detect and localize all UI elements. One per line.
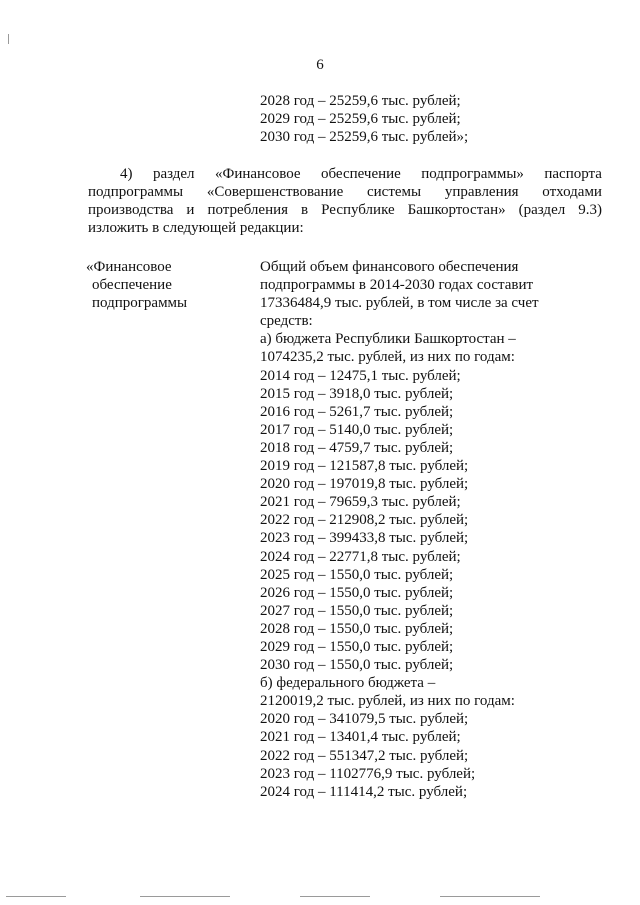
year-amount-line: 2030 год – 1550,0 тыс. рублей; (260, 657, 454, 674)
funding-line: 2030 год – 25259,6 тыс. рублей»; (260, 129, 469, 145)
year-amount-line: 2014 год – 12475,1 тыс. рублей; (260, 367, 461, 384)
year-amount-line: 2022 год – 212908,2 тыс. рублей; (260, 512, 469, 529)
paragraph-line: подпрограммы «Совершенствование системы управления отходами (88, 184, 602, 200)
page-number: 6 (316, 57, 324, 73)
value-line: Общий объем финансового обеспечения (260, 259, 519, 275)
paragraph-line: изложить в следующей редакции: (88, 220, 304, 236)
scan-artifact (300, 896, 370, 897)
year-amount-line: 2015 год – 3918,0 тыс. рублей; (260, 385, 454, 402)
year-amount-line: 2016 год – 5261,7 тыс. рублей; (260, 403, 454, 420)
year-amount-line: 2027 год – 1550,0 тыс. рублей; (260, 602, 454, 619)
passport-field-label (86, 258, 187, 312)
year-amount-line: 2019 год – 121587,8 тыс. рублей; (260, 458, 469, 475)
value-line: средств: (260, 313, 313, 330)
value-line: а) бюджета Республики Башкортостан – (260, 331, 516, 348)
passport-field-value (260, 258, 539, 801)
funding-line: 2028 год – 25259,6 тыс. рублей; (260, 93, 461, 109)
scan-artifact (6, 896, 66, 897)
label-line: «Финансовое (86, 259, 172, 275)
scan-artifact (440, 896, 540, 897)
scan-artifact (140, 896, 230, 897)
paragraph-line: производства и потребления в Республике Башкортостан» (раздел 9.3) (88, 202, 602, 218)
label-line: подпрограммы (92, 295, 188, 311)
value-line: 2120019,2 тыс. рублей, из них по годам: (260, 693, 515, 710)
year-amount-line: 2023 год – 1102776,9 тыс. рублей; (260, 765, 476, 782)
year-amount-line: 2025 год – 1550,0 тыс. рублей; (260, 566, 454, 583)
scan-artifact (8, 34, 9, 44)
value-line: б) федерального бюджета – (260, 675, 436, 692)
value-line: 17336484,9 тыс. рублей, в том числе за счет (260, 295, 539, 312)
year-amount-line: 2017 год – 5140,0 тыс. рублей; (260, 421, 454, 438)
year-amount-line: 2018 год – 4759,7 тыс. рублей; (260, 439, 454, 456)
year-amount-line: 2021 год – 79659,3 тыс. рублей; (260, 494, 461, 511)
paragraph-line: 4) раздел «Финансовое обеспечение подпрограммы» паспорта (120, 166, 602, 182)
year-amount-line: 2020 год – 197019,8 тыс. рублей; (260, 476, 469, 493)
year-amount-line: 2022 год – 551347,2 тыс. рублей; (260, 747, 469, 764)
year-amount-line: 2024 год – 22771,8 тыс. рублей; (260, 548, 461, 565)
year-amount-line: 2024 год – 111414,2 тыс. рублей; (260, 783, 468, 800)
year-amount-line: 2023 год – 399433,8 тыс. рублей; (260, 530, 469, 547)
funding-line: 2029 год – 25259,6 тыс. рублей; (260, 111, 461, 127)
year-amount-line: 2021 год – 13401,4 тыс. рублей; (260, 729, 461, 746)
label-line: обеспечение (92, 277, 172, 293)
continued-funding-list (260, 92, 468, 146)
amendment-paragraph (88, 165, 602, 237)
value-line: подпрограммы в 2014-2030 годах составит (260, 277, 534, 294)
year-amount-line: 2028 год – 1550,0 тыс. рублей; (260, 620, 454, 637)
value-line: 1074235,2 тыс. рублей, из них по годам: (260, 349, 515, 366)
year-amount-line: 2029 год – 1550,0 тыс. рублей; (260, 638, 454, 655)
year-amount-line: 2020 год – 341079,5 тыс. рублей; (260, 711, 469, 728)
year-amount-line: 2026 год – 1550,0 тыс. рублей; (260, 584, 454, 601)
